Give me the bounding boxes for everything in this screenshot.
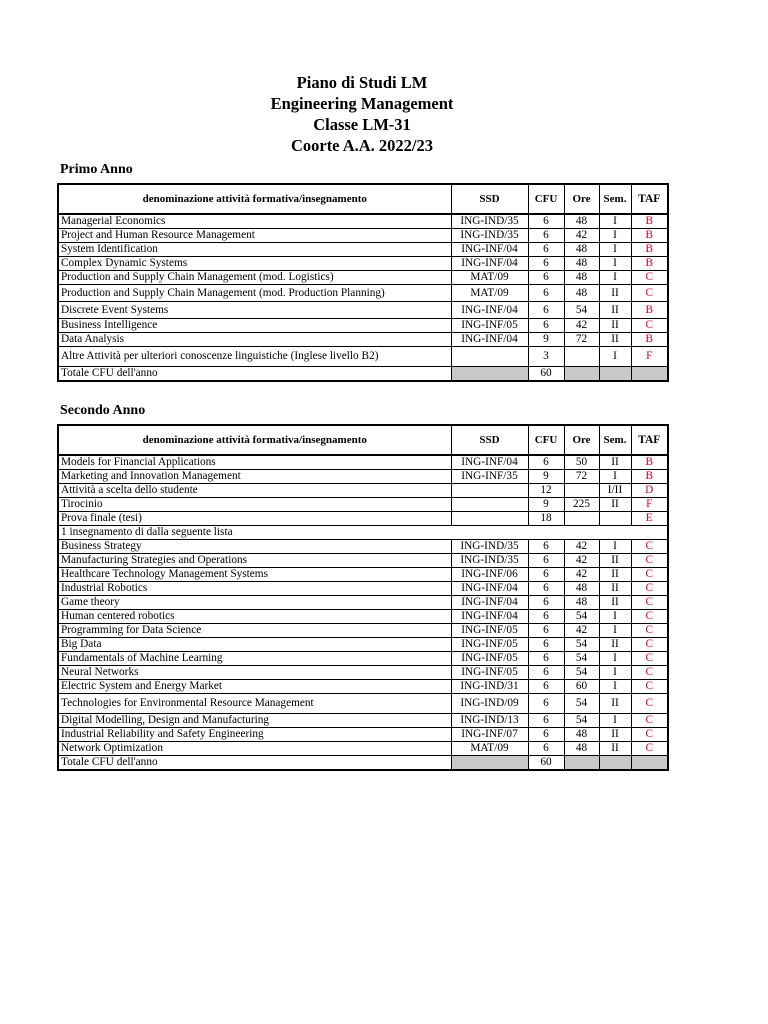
course-taf: C [631, 540, 668, 554]
course-taf: C [631, 652, 668, 666]
total-ssd-empty [451, 756, 528, 771]
header-ssd: SSD [451, 425, 528, 455]
table-row [58, 652, 668, 666]
course-ssd: ING-IND/13 [451, 714, 528, 728]
course-ore: 42 [564, 540, 599, 554]
course-sem: II [599, 554, 631, 568]
course-ssd: MAT/09 [451, 742, 528, 756]
course-name: Models for Financial Applications [58, 455, 451, 470]
course-taf: C [631, 624, 668, 638]
year2-title: Secondo Anno [60, 403, 146, 418]
header-taf: TAF [631, 184, 668, 214]
table-row [58, 742, 668, 756]
table-row [58, 596, 668, 610]
course-cfu: 6 [528, 214, 564, 229]
course-ore: 50 [564, 455, 599, 470]
table-row [58, 302, 668, 319]
course-sem: I [599, 666, 631, 680]
course-sem: I [599, 680, 631, 694]
course-name: Industrial Reliability and Safety Engineering [58, 728, 451, 742]
course-ssd: ING-IND/35 [451, 214, 528, 229]
course-ssd: ING-IND/09 [451, 694, 528, 714]
course-sem: I [599, 624, 631, 638]
course-sem: I/II [599, 484, 631, 498]
table-row [58, 484, 668, 498]
course-cfu: 9 [528, 333, 564, 347]
table-row [58, 257, 668, 271]
course-ore [564, 512, 599, 526]
header-name: denominazione attività formativa/insegnamento [58, 425, 451, 455]
course-ssd: MAT/09 [451, 271, 528, 285]
course-sem: I [599, 229, 631, 243]
course-taf: B [631, 243, 668, 257]
course-name: Human centered robotics [58, 610, 451, 624]
course-sem: II [599, 455, 631, 470]
total-taf-empty [631, 756, 668, 771]
course-ore: 72 [564, 333, 599, 347]
course-cfu: 6 [528, 742, 564, 756]
year2-table [57, 424, 669, 771]
table-row [58, 470, 668, 484]
header-taf: TAF [631, 425, 668, 455]
course-ore: 48 [564, 257, 599, 271]
total-taf-empty [631, 367, 668, 382]
header-ssd: SSD [451, 184, 528, 214]
course-cfu: 6 [528, 638, 564, 652]
course-cfu: 6 [528, 319, 564, 333]
course-ore: 48 [564, 271, 599, 285]
table-row [58, 285, 668, 302]
course-taf: C [631, 285, 668, 302]
course-ore: 42 [564, 568, 599, 582]
course-name: Discrete Event Systems [58, 302, 451, 319]
table-row [58, 512, 668, 526]
course-sem: I [599, 652, 631, 666]
header-name: denominazione attività formativa/insegnamento [58, 184, 451, 214]
table-row [58, 680, 668, 694]
course-ore: 48 [564, 728, 599, 742]
course-ore [564, 347, 599, 367]
course-ore [564, 484, 599, 498]
total-ssd-empty [451, 367, 528, 382]
course-sem: II [599, 498, 631, 512]
course-name: Programming for Data Science [58, 624, 451, 638]
course-sem: II [599, 638, 631, 652]
title-line-1: Piano di Studi LM [296, 73, 428, 92]
course-cfu: 6 [528, 540, 564, 554]
course-name: Fundamentals of Machine Learning [58, 652, 451, 666]
table-row [58, 333, 668, 347]
course-cfu: 3 [528, 347, 564, 367]
table-row [58, 347, 668, 367]
course-ssd [451, 512, 528, 526]
course-cfu: 6 [528, 652, 564, 666]
course-cfu: 6 [528, 596, 564, 610]
course-sem: I [599, 243, 631, 257]
course-name: Digital Modelling, Design and Manufacturing [58, 714, 451, 728]
course-name: Game theory [58, 596, 451, 610]
course-ssd: ING-IND/31 [451, 680, 528, 694]
course-ssd: ING-INF/04 [451, 243, 528, 257]
year1-title: Primo Anno [60, 162, 133, 177]
header-cfu: CFU [528, 425, 564, 455]
title-line-3: Classe LM-31 [313, 115, 411, 134]
course-name: Big Data [58, 638, 451, 652]
course-taf: E [631, 512, 668, 526]
course-sem: II [599, 285, 631, 302]
course-ssd: ING-INF/05 [451, 319, 528, 333]
course-ore: 225 [564, 498, 599, 512]
course-sem: I [599, 214, 631, 229]
course-ore: 48 [564, 582, 599, 596]
course-ore: 48 [564, 214, 599, 229]
course-ssd: ING-INF/04 [451, 302, 528, 319]
course-cfu: 6 [528, 714, 564, 728]
course-name: Production and Supply Chain Management (mod. Logistics) [58, 271, 451, 285]
header-ore: Ore [564, 425, 599, 455]
table-row [58, 714, 668, 728]
course-cfu: 9 [528, 470, 564, 484]
course-ore: 72 [564, 470, 599, 484]
course-taf: C [631, 742, 668, 756]
total-row [58, 367, 668, 382]
course-taf: C [631, 554, 668, 568]
list-note: 1 insegnamento di dalla seguente lista [58, 526, 668, 540]
course-cfu: 6 [528, 680, 564, 694]
table-row [58, 582, 668, 596]
course-taf: C [631, 582, 668, 596]
course-taf: C [631, 638, 668, 652]
course-ore: 48 [564, 285, 599, 302]
table-row [58, 229, 668, 243]
course-sem: I [599, 347, 631, 367]
course-taf: D [631, 484, 668, 498]
course-ssd: ING-INF/04 [451, 582, 528, 596]
course-ssd: ING-INF/06 [451, 568, 528, 582]
course-name: Technologies for Environmental Resource Management [58, 694, 451, 714]
course-name: Data Analysis [58, 333, 451, 347]
course-name: Electric System and Energy Market [58, 680, 451, 694]
course-ore: 54 [564, 714, 599, 728]
course-ssd: ING-INF/05 [451, 666, 528, 680]
document-title [0, 72, 724, 156]
course-ore: 54 [564, 302, 599, 319]
course-sem: I [599, 271, 631, 285]
course-ssd: ING-INF/35 [451, 470, 528, 484]
table-row [58, 319, 668, 333]
course-ssd: ING-INF/04 [451, 610, 528, 624]
course-sem: II [599, 582, 631, 596]
course-ssd: ING-IND/35 [451, 540, 528, 554]
course-ssd: ING-INF/04 [451, 257, 528, 271]
course-name: System Identification [58, 243, 451, 257]
total-cfu: 60 [528, 367, 564, 382]
course-ore: 54 [564, 610, 599, 624]
total-sem-empty [599, 756, 631, 771]
course-sem: I [599, 610, 631, 624]
total-cfu: 60 [528, 756, 564, 771]
total-label: Totale CFU dell'anno [58, 367, 451, 382]
table-row [58, 568, 668, 582]
table-row [58, 455, 668, 470]
header-ore: Ore [564, 184, 599, 214]
course-ssd: ING-INF/05 [451, 624, 528, 638]
course-ssd: ING-IND/35 [451, 229, 528, 243]
course-taf: C [631, 271, 668, 285]
course-taf: F [631, 347, 668, 367]
course-taf: C [631, 666, 668, 680]
course-taf: B [631, 470, 668, 484]
course-taf: B [631, 302, 668, 319]
table-row [58, 694, 668, 714]
course-ssd: ING-INF/04 [451, 455, 528, 470]
course-sem: II [599, 694, 631, 714]
course-ssd: ING-INF/05 [451, 652, 528, 666]
course-name: Neural Networks [58, 666, 451, 680]
table-row [58, 271, 668, 285]
course-ore: 48 [564, 596, 599, 610]
table-row [58, 666, 668, 680]
course-sem: I [599, 470, 631, 484]
course-sem: I [599, 714, 631, 728]
course-cfu: 6 [528, 624, 564, 638]
course-name: Business Strategy [58, 540, 451, 554]
course-taf: C [631, 610, 668, 624]
course-name: Marketing and Innovation Management [58, 470, 451, 484]
course-name: Project and Human Resource Management [58, 229, 451, 243]
course-cfu: 6 [528, 455, 564, 470]
table-row [58, 243, 668, 257]
course-ssd: ING-IND/35 [451, 554, 528, 568]
course-ssd [451, 498, 528, 512]
table-row [58, 498, 668, 512]
course-taf: C [631, 728, 668, 742]
table-row [58, 214, 668, 229]
course-cfu: 6 [528, 666, 564, 680]
course-sem: II [599, 728, 631, 742]
course-cfu: 12 [528, 484, 564, 498]
course-ssd [451, 484, 528, 498]
course-ore: 42 [564, 229, 599, 243]
year1-header-row [58, 184, 668, 214]
course-name: Industrial Robotics [58, 582, 451, 596]
course-ssd: ING-INF/07 [451, 728, 528, 742]
course-taf: C [631, 714, 668, 728]
total-ore-empty [564, 367, 599, 382]
table-row [58, 624, 668, 638]
course-ore: 48 [564, 243, 599, 257]
course-taf: C [631, 596, 668, 610]
course-ore: 48 [564, 742, 599, 756]
course-taf: F [631, 498, 668, 512]
course-ssd: ING-INF/04 [451, 333, 528, 347]
header-cfu: CFU [528, 184, 564, 214]
course-cfu: 6 [528, 229, 564, 243]
course-cfu: 6 [528, 582, 564, 596]
total-sem-empty [599, 367, 631, 382]
course-sem: II [599, 568, 631, 582]
table-row [58, 540, 668, 554]
course-cfu: 6 [528, 728, 564, 742]
header-sem: Sem. [599, 184, 631, 214]
course-cfu: 6 [528, 257, 564, 271]
course-taf: C [631, 319, 668, 333]
course-ssd: ING-INF/05 [451, 638, 528, 652]
course-name: Prova finale (tesi) [58, 512, 451, 526]
year2-header-row [58, 425, 668, 455]
table-row [58, 638, 668, 652]
list-note-row [58, 526, 668, 540]
table-row [58, 554, 668, 568]
course-ore: 54 [564, 638, 599, 652]
course-ssd: MAT/09 [451, 285, 528, 302]
course-name: Complex Dynamic Systems [58, 257, 451, 271]
course-ssd: ING-INF/04 [451, 596, 528, 610]
course-name: Tirocinio [58, 498, 451, 512]
course-sem: II [599, 333, 631, 347]
year1-table [57, 183, 669, 382]
course-ore: 60 [564, 680, 599, 694]
course-name: Altre Attività per ulteriori conoscenze linguistiche (Inglese livello B2) [58, 347, 451, 367]
course-name: Production and Supply Chain Management (mod. Production Planning) [58, 285, 451, 302]
course-taf: C [631, 568, 668, 582]
course-cfu: 6 [528, 610, 564, 624]
header-sem: Sem. [599, 425, 631, 455]
course-cfu: 6 [528, 271, 564, 285]
course-sem: II [599, 319, 631, 333]
course-cfu: 6 [528, 302, 564, 319]
course-sem: II [599, 742, 631, 756]
table-row [58, 610, 668, 624]
course-taf: B [631, 229, 668, 243]
course-ssd [451, 347, 528, 367]
course-ore: 54 [564, 694, 599, 714]
course-name: Managerial Economics [58, 214, 451, 229]
course-ore: 42 [564, 319, 599, 333]
course-name: Healthcare Technology Management Systems [58, 568, 451, 582]
course-sem: I [599, 257, 631, 271]
course-sem: II [599, 302, 631, 319]
course-cfu: 6 [528, 285, 564, 302]
course-taf: B [631, 455, 668, 470]
total-row [58, 756, 668, 771]
course-name: Attività a scelta dello studente [58, 484, 451, 498]
course-ore: 54 [564, 652, 599, 666]
course-cfu: 6 [528, 243, 564, 257]
course-taf: B [631, 214, 668, 229]
course-sem: II [599, 596, 631, 610]
course-cfu: 6 [528, 694, 564, 714]
course-ore: 54 [564, 666, 599, 680]
course-cfu: 9 [528, 498, 564, 512]
course-taf: B [631, 257, 668, 271]
course-name: Manufacturing Strategies and Operations [58, 554, 451, 568]
course-taf: C [631, 694, 668, 714]
title-line-2: Engineering Management [270, 94, 454, 113]
title-line-4: Coorte A.A. 2022/23 [290, 136, 434, 155]
total-label: Totale CFU dell'anno [58, 756, 451, 771]
course-cfu: 18 [528, 512, 564, 526]
course-taf: C [631, 680, 668, 694]
course-ore: 42 [564, 624, 599, 638]
course-name: Business Intelligence [58, 319, 451, 333]
course-cfu: 6 [528, 554, 564, 568]
table-row [58, 728, 668, 742]
course-name: Network Optimization [58, 742, 451, 756]
course-sem [599, 512, 631, 526]
course-taf: B [631, 333, 668, 347]
course-sem: I [599, 540, 631, 554]
course-cfu: 6 [528, 568, 564, 582]
total-ore-empty [564, 756, 599, 771]
course-ore: 42 [564, 554, 599, 568]
